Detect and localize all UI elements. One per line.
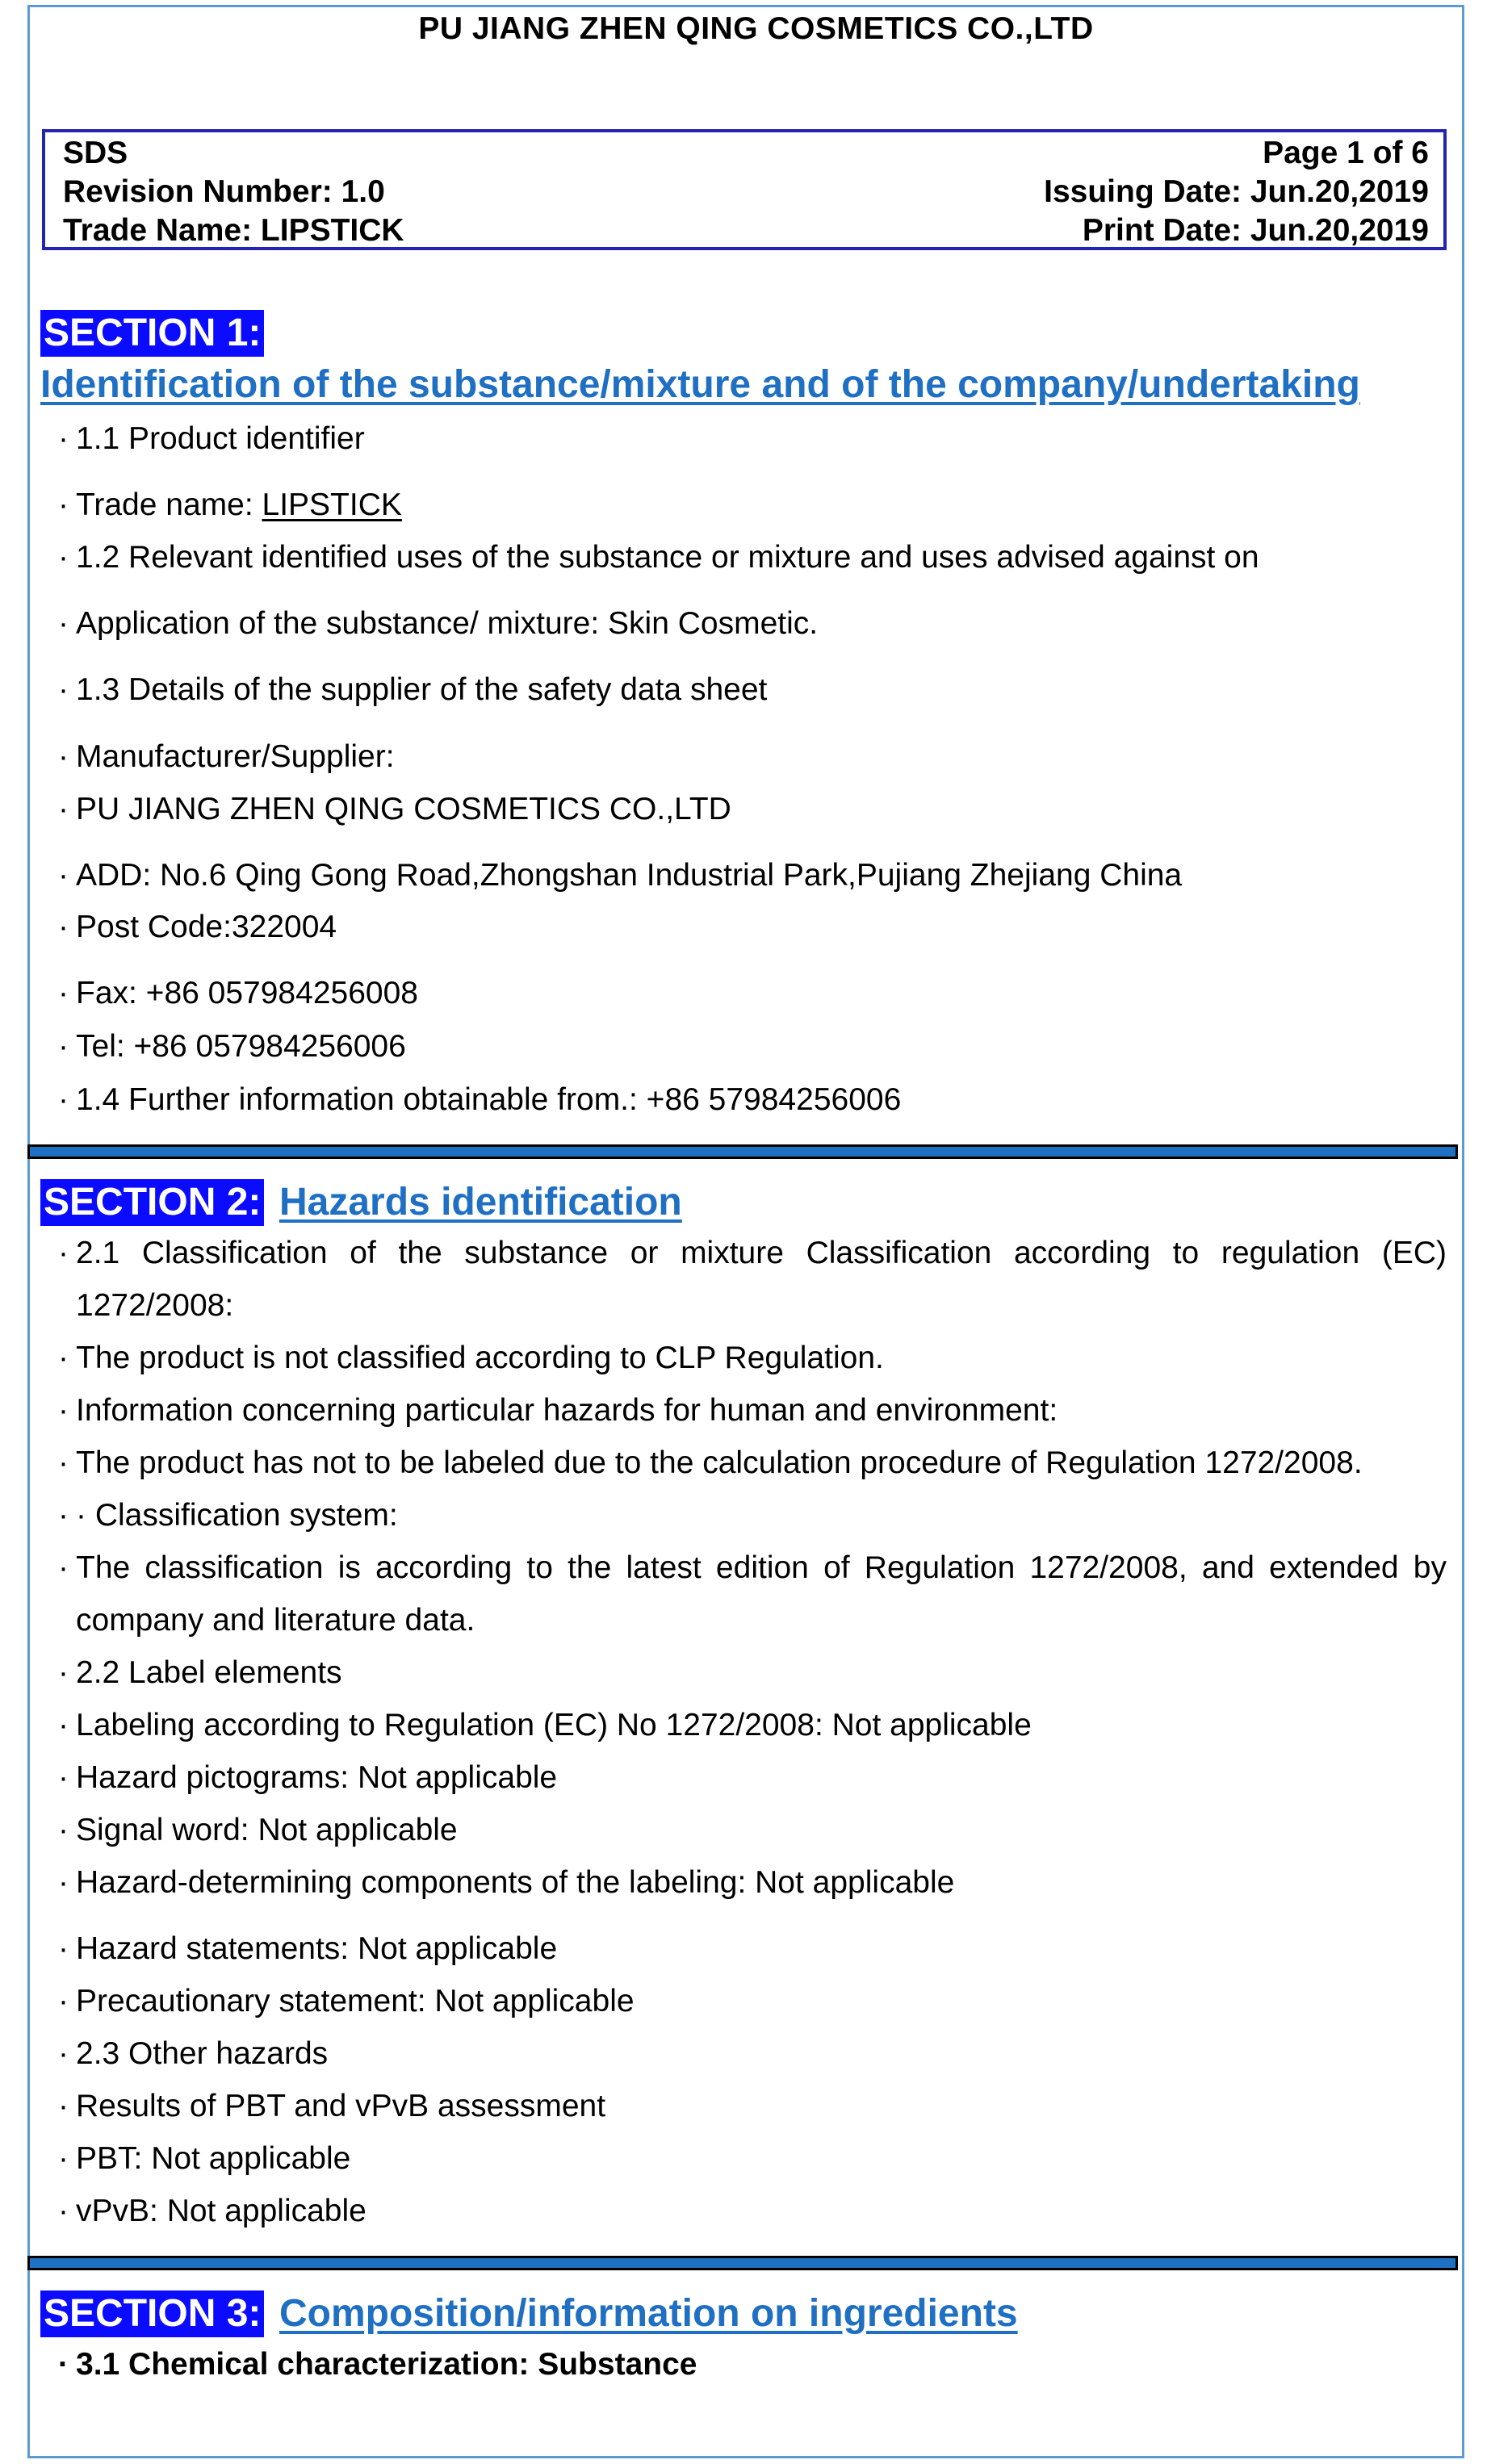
- list-item: · Results of PBT and vPvB assessment: [58, 2089, 606, 2123]
- list-item: · PBT: Not applicable: [58, 2141, 351, 2176]
- list-item: · 2.3 Other hazards: [58, 2036, 329, 2071]
- list-item: · 1.3 Details of the supplier of the safety data sheet: [58, 672, 768, 707]
- section-2-title: Hazards identification: [279, 1181, 682, 1224]
- list-item: · Tel: +86 057984256006: [58, 1029, 406, 1064]
- list-item: · Fax: +86 057984256008: [58, 976, 418, 1010]
- list-item: · 1.1 Product identifier: [58, 421, 365, 456]
- list-item: · 2.1 Classification of the substance or mixture Classification according to regulation (EC) 1272/2008:: [58, 1236, 1447, 1323]
- section-1-title: Identification of the substance/mixture and of the company/undertaking: [40, 363, 1360, 406]
- list-item: · Signal word: Not applicable: [58, 1813, 458, 1847]
- list-item: · Precautionary statement: Not applicable: [58, 1984, 635, 2018]
- list-item: · The classification is according to the latest edition of Regulation 1272/2008, and extended by company and literature data.: [58, 1550, 1447, 1638]
- list-item: · Labeling according to Regulation (EC) No 1272/2008: Not applicable: [58, 1708, 1032, 1742]
- list-item: · The product is not classified according to CLP Regulation.: [58, 1341, 884, 1375]
- list-item: · Information concerning particular hazards for human and environment:: [58, 1393, 1058, 1428]
- section-3-title: Composition/information on ingredients: [279, 2292, 1018, 2335]
- list-item: · · Classification system:: [58, 1498, 398, 1533]
- list-item: · Manufacturer/Supplier:: [58, 739, 395, 774]
- section-3-tag: SECTION 3:: [40, 2290, 264, 2337]
- doc-type: SDS: [63, 136, 128, 170]
- page-number: Page 1 of 6: [1263, 136, 1429, 170]
- list-item: · The product has not to be labeled due to the calculation procedure of Regulation 1272/2008.: [58, 1445, 1363, 1480]
- list-item: · vPvB: Not applicable: [58, 2194, 366, 2228]
- list-item: · Hazard pictograms: Not applicable: [58, 1760, 558, 1795]
- trade-name: Trade Name: LIPSTICK: [63, 213, 404, 248]
- revision-number: Revision Number: 1.0: [63, 174, 385, 209]
- section-1-tag: SECTION 1:: [40, 310, 264, 357]
- list-item: · PU JIANG ZHEN QING COSMETICS CO.,LTD: [58, 792, 731, 826]
- sds-header-box: [42, 129, 1447, 250]
- list-item: · Trade name: LIPSTICK: [58, 487, 402, 522]
- section-divider: [27, 2256, 1458, 2270]
- company-header: PU JIANG ZHEN QING COSMETICS CO.,LTD: [418, 11, 1094, 46]
- list-item: · 1.2 Relevant identified uses of the substance or mixture and uses advised against on: [58, 540, 1259, 575]
- section-2-tag: SECTION 2:: [40, 1179, 264, 1226]
- list-item: · Hazard statements: Not applicable: [58, 1931, 558, 1966]
- list-item: · 2.2 Label elements: [58, 1655, 342, 1690]
- section-divider: [27, 1144, 1458, 1159]
- list-item: · ADD: No.6 Qing Gong Road,Zhongshan Industrial Park,Pujiang Zhejiang China: [58, 858, 1183, 893]
- trade-name-value: LIPSTICK: [262, 487, 402, 522]
- list-item: · Hazard-determining components of the labeling: Not applicable: [58, 1865, 955, 1900]
- print-date: Print Date: Jun.20,2019: [1082, 213, 1429, 248]
- list-item: · 1.4 Further information obtainable from.: +86 57984256006: [58, 1082, 902, 1117]
- list-item: · Post Code:322004: [58, 910, 337, 944]
- issuing-date: Issuing Date: Jun.20,2019: [1044, 174, 1429, 209]
- list-item: · 3.1 Chemical characterization: Substance: [58, 2347, 697, 2382]
- list-item: · Application of the substance/ mixture: Skin Cosmetic.: [58, 606, 819, 641]
